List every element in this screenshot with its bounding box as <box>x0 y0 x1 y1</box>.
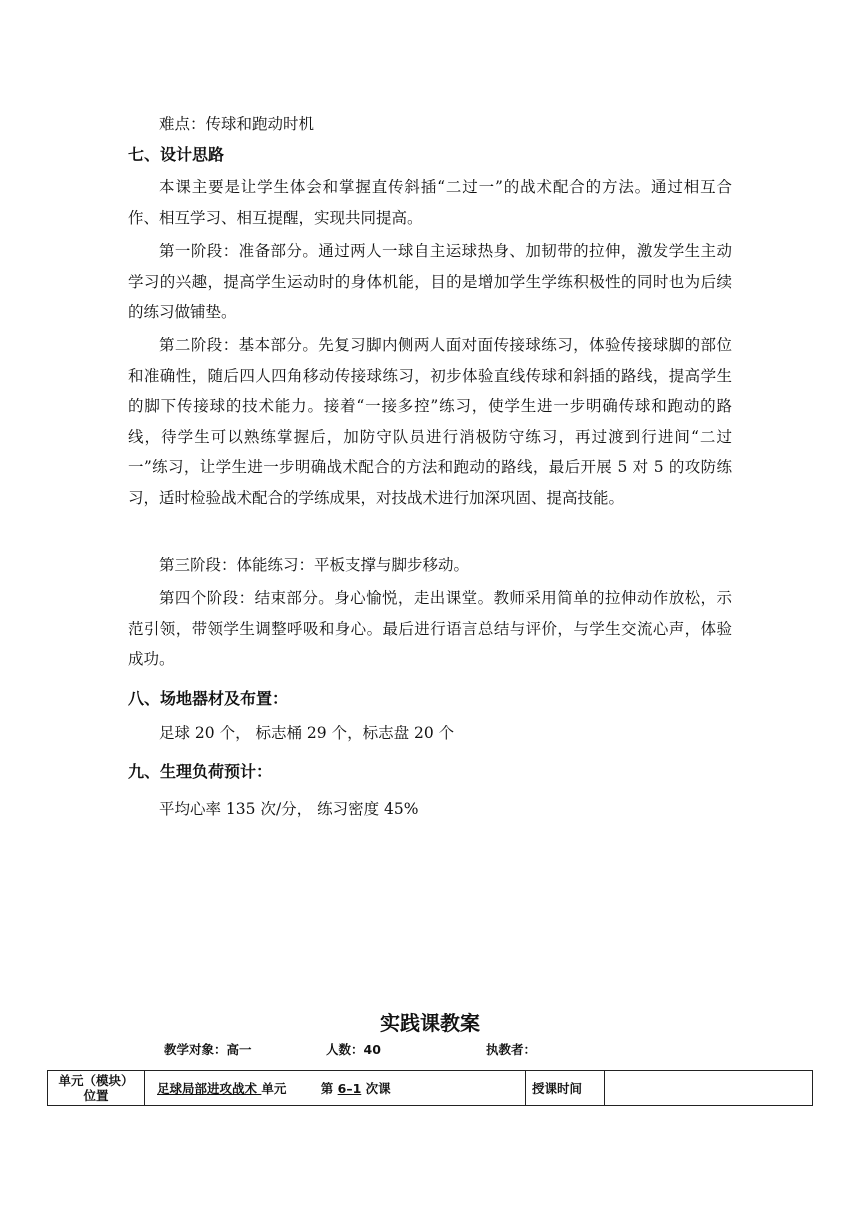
lesson-plan-title: 实践课教案 <box>380 1011 480 1035</box>
lesson-suffix: 次课 <box>365 1081 391 1096</box>
teaching-target: 教学对象：高一 <box>164 1042 252 1057</box>
unit-label-line-2: 位置 <box>83 1088 109 1103</box>
teaching-time-label: 授课时间 <box>526 1071 605 1106</box>
design-paragraph-1: 本课主要是让学生体会和掌握直传斜插“二过一”的战术配合的方法。通过相互合作、相互学习、相互提醒，实现共同提高。 <box>128 178 732 227</box>
unit-position-label <box>48 1071 145 1106</box>
design-paragraph-3: 第二阶段：基本部分。先复习脚内侧两人面对面传接球练习，体验传接球脚的部位和准确性，随后四人四角移动传接球练习，初步体验直线传球和斜插的路线，提高学生的脚下传接球的技术能力。接着“一接多控”练习，使学生进一步明确传球和跑动的路线，待学生可以熟练掌握后，加防守队员进行消极防守练习，再过渡到行进间“二过一”练习，让学生进一步明确战术配合的方法和跑动的路线，最后开展 5 对 5 的攻防练习，适时检验战术配合的学练成果，对技战术进行加深巩固、提高技能。 <box>128 336 732 507</box>
lesson-number: 6–1 <box>337 1081 362 1096</box>
design-paragraph-4: 第三阶段：体能练习：平板支撑与脚步移动。 <box>159 556 470 574</box>
section-9-heading: 九、生理负荷预计： <box>128 762 273 781</box>
teacher-label: 执教者： <box>486 1042 537 1057</box>
design-paragraph-2: 第一阶段：准备部分。通过两人一球自主运球热身、加韧带的拉伸，激发学生主动学习的兴趣，提高学生运动时的身体机能，目的是增加学生学练积极性的同时也为后续的练习做铺垫。 <box>128 242 732 321</box>
unit-info-cell <box>145 1071 526 1106</box>
student-count: 人数：40 <box>326 1042 381 1057</box>
lesson-prefix: 第 <box>320 1081 334 1096</box>
lesson-info-table <box>47 1070 813 1106</box>
table-row <box>48 1071 813 1106</box>
unit-name: 足球局部进攻战术 <box>157 1081 258 1096</box>
section-8-heading: 八、场地器材及布置： <box>128 689 289 708</box>
design-paragraph-5: 第四个阶段：结束部分。身心愉悦，走出课堂。教师采用简单的拉伸动作放松，示范引领，带领学生调整呼吸和身心。最后进行语言总结与评价，与学生交流心声，体验成功。 <box>128 589 732 668</box>
unit-label-line-1: 单元（模块） <box>58 1073 134 1088</box>
unit-suffix: 单元 <box>261 1081 287 1096</box>
equipment-line: 足球 20 个， 标志桶 29 个，标志盘 20 个 <box>159 724 455 742</box>
load-line: 平均心率 135 次/分， 练习密度 45% <box>159 800 419 818</box>
difficulty-line: 难点：传球和跑动时机 <box>159 115 315 133</box>
teaching-time-value <box>605 1071 813 1106</box>
section-7-heading: 七、设计思路 <box>128 145 225 164</box>
